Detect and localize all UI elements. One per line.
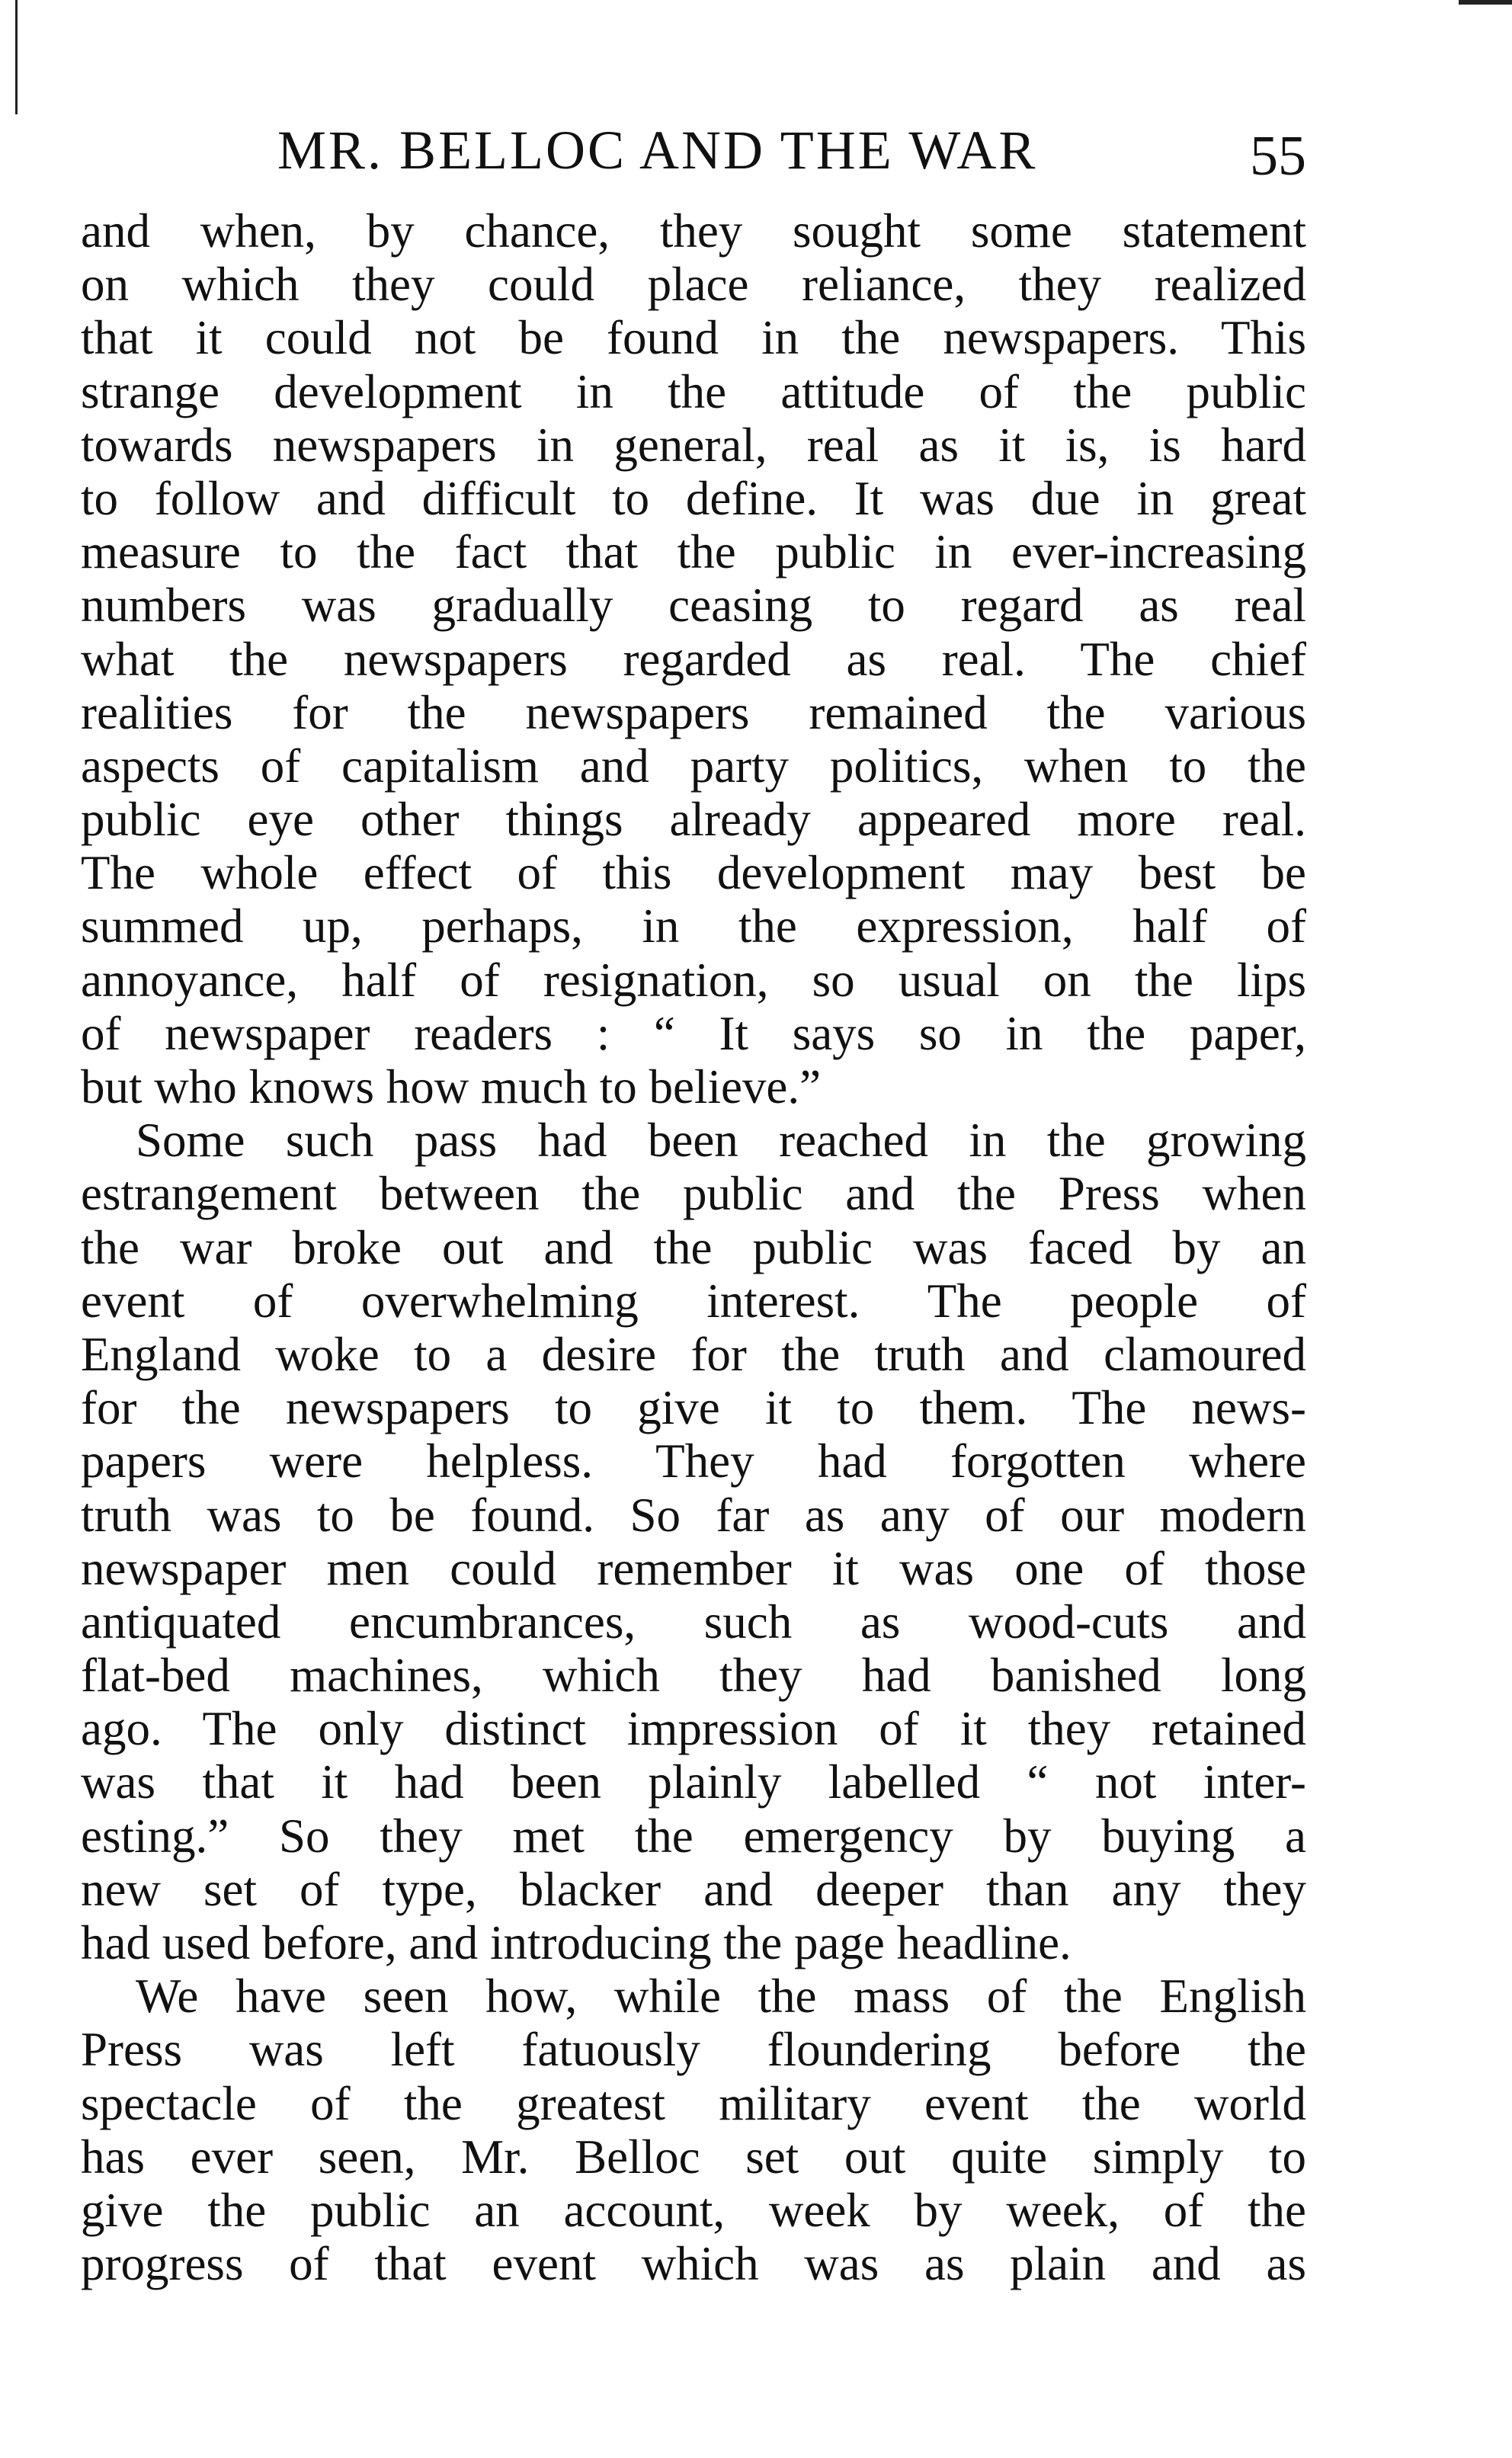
- text-line: newspaper men could remember it was one of those: [81, 1541, 1306, 1595]
- text-line: esting.” So they met the emergency by buying a: [81, 1809, 1306, 1863]
- page-header: [81, 108, 1306, 192]
- text-line: strange development in the attitude of the public: [81, 364, 1306, 418]
- text-line: flat-bed machines, which they had banished long: [81, 1649, 1306, 1703]
- text-line: The whole effect of this development may best be: [81, 846, 1306, 900]
- scan-edge-left: [15, 0, 18, 114]
- text-line: summed up, perhaps, in the expression, half of: [81, 899, 1306, 953]
- scan-edge-top: [1459, 0, 1512, 5]
- text-line: estrangement between the public and the Press when: [81, 1167, 1306, 1221]
- text-line: had used before, and introducing the page headline.: [81, 1916, 1072, 1969]
- text-line: annoyance, half of resignation, so usual on the lips: [81, 953, 1306, 1007]
- text-line: public eye other things already appeared more real.: [81, 793, 1306, 847]
- text-line: papers were helpless. They had forgotten where: [81, 1434, 1306, 1489]
- running-head: MR. BELLOC AND THE WAR: [277, 120, 1038, 181]
- text-line: new set of type, blacker and deeper than any they: [81, 1862, 1306, 1916]
- text-line: towards newspapers in general, real as it is, is hard: [81, 418, 1306, 472]
- text-line: aspects of capitalism and party politics, when to the: [81, 739, 1306, 793]
- text-line: but who knows how much to believe.”: [81, 1060, 822, 1114]
- text-line: and when, by chance, they sought some statement: [81, 204, 1306, 258]
- text-line: antiquated encumbrances, such as wood-cuts and: [81, 1594, 1306, 1649]
- text-line: measure to the fact that the public in ever-increasing: [81, 525, 1306, 579]
- text-line: what the newspapers regarded as real. The chief: [81, 632, 1306, 686]
- text-line: truth was to be found. So far as any of our modern: [81, 1488, 1306, 1542]
- text-line: We have seen how, while the mass of the English: [136, 1969, 1306, 2024]
- page-number: 55: [1250, 125, 1306, 187]
- text-line: that it could not be found in the newspapers. This: [81, 311, 1306, 365]
- text-line: spectacle of the greatest military event the world: [81, 2076, 1306, 2130]
- text-line: has ever seen, Mr. Belloc set out quite simply to: [81, 2130, 1306, 2184]
- text-line: Press was left fatuously floundering before the: [81, 2023, 1306, 2077]
- text-line: progress of that event which was as plain and as: [81, 2237, 1306, 2291]
- text-line: event of overwhelming interest. The people of: [81, 1274, 1306, 1328]
- text-line: numbers was gradually ceasing to regard as real: [81, 578, 1306, 633]
- text-line: give the public an account, week by week, of the: [81, 2183, 1306, 2237]
- body-text: [81, 204, 1306, 2290]
- text-line: on which they could place reliance, they realized: [81, 258, 1306, 312]
- text-line: ago. The only distinct impression of it they retained: [81, 1702, 1306, 1756]
- text-line: of newspaper readers : “ It says so in the paper,: [81, 1006, 1306, 1060]
- text-line: to follow and difficult to define. It was due in great: [81, 471, 1306, 525]
- text-line: England woke to a desire for the truth and clamoured: [81, 1327, 1306, 1381]
- text-line: was that it had been plainly labelled “ not inter-: [81, 1755, 1306, 1809]
- text-line: realities for the newspapers remained the various: [81, 685, 1306, 739]
- text-line: Some such pass had been reached in the growing: [136, 1114, 1306, 1168]
- text-line: for the newspapers to give it to them. The news-: [81, 1381, 1306, 1435]
- text-line: the war broke out and the public was faced by an: [81, 1220, 1306, 1274]
